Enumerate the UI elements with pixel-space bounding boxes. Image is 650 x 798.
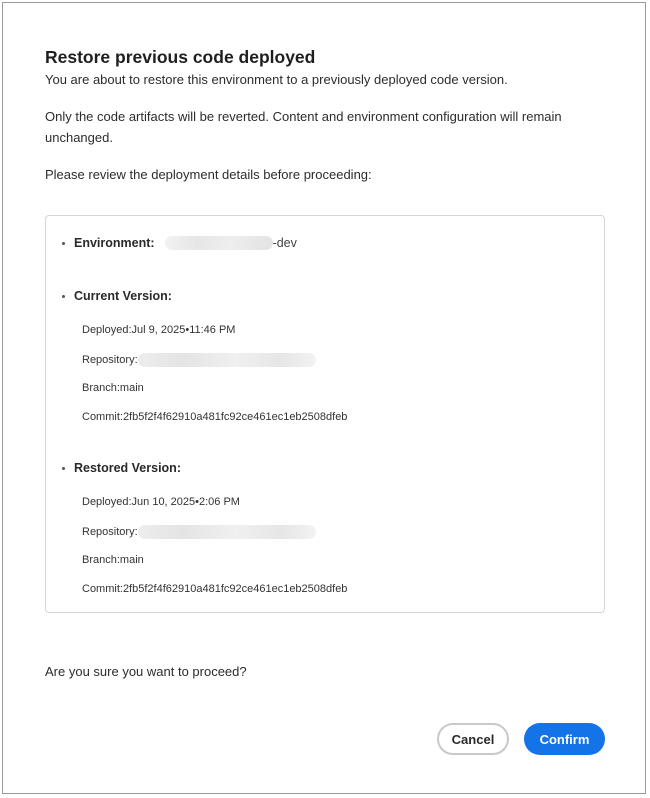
redacted-repository-url (138, 525, 316, 539)
bullet-icon (62, 242, 65, 245)
restored-commit-line: Commit:2fb5f2f4f62910a481fc92ce461ec1eb2508dfeb (82, 583, 348, 595)
deployment-details-panel (45, 215, 605, 613)
review-prompt-text: Please review the deployment details before proceeding: (45, 167, 372, 182)
redacted-repository-url (138, 353, 316, 367)
bullet-icon (62, 467, 65, 470)
confirm-question-text: Are you sure you want to proceed? (45, 664, 247, 679)
current-repository-line (82, 353, 316, 367)
dialog-note-text: Only the code artifacts will be reverted. Content and environment configuration will remain unchanged. (45, 109, 562, 145)
bullet-icon (62, 295, 65, 298)
environment-suffix: -dev (272, 236, 297, 250)
redacted-environment-name (165, 236, 273, 250)
current-commit-line: Commit:2fb5f2f4f62910a481fc92ce461ec1eb2508dfeb (82, 411, 348, 423)
current-deployed-line: Deployed:Jul 9, 2025•11:46 PM (82, 324, 236, 336)
restored-repository-label: Repository: (82, 526, 138, 538)
current-branch-line: Branch:main (82, 382, 144, 394)
cancel-button[interactable]: Cancel (437, 723, 509, 755)
environment-label: Environment: (74, 236, 155, 250)
restored-version-heading-row (62, 461, 181, 475)
dialog-title: Restore previous code deployed (45, 47, 316, 67)
restored-repository-line (82, 525, 316, 539)
restore-dialog (2, 2, 646, 794)
restored-branch-line: Branch:main (82, 554, 144, 566)
restored-deployed-line: Deployed:Jun 10, 2025•2:06 PM (82, 496, 240, 508)
current-repository-label: Repository: (82, 354, 138, 366)
dialog-intro-text: You are about to restore this environment to a previously deployed code version. (45, 72, 508, 87)
current-version-heading-row (62, 289, 172, 303)
restored-version-heading: Restored Version: (74, 461, 181, 475)
environment-row (62, 236, 297, 250)
confirm-button[interactable]: Confirm (524, 723, 605, 755)
current-version-heading: Current Version: (74, 289, 172, 303)
